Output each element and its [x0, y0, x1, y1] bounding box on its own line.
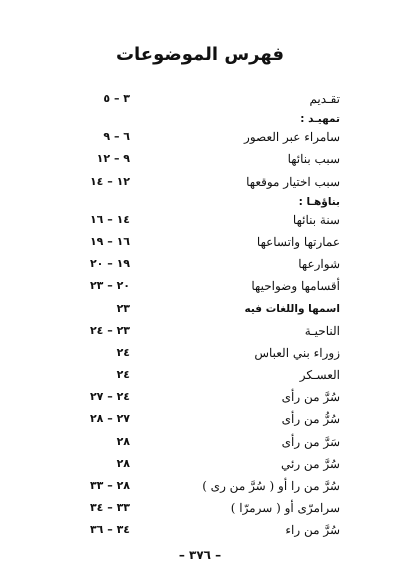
toc-entry-pages: ٢٠ – ٢٣: [89, 279, 130, 293]
toc-entry-pages: ١٢ – ١٤: [89, 174, 130, 188]
toc-entry: [0, 366, 400, 388]
toc-section-heading: [0, 195, 400, 211]
toc-entry: [0, 255, 400, 277]
toc-entry: [0, 433, 400, 455]
toc-entry-pages: ٩ – ١٢: [96, 152, 130, 166]
toc-entry-label: زوراء بني العباس: [254, 345, 340, 360]
toc-entry-pages: ١٤ – ١٦: [89, 212, 130, 226]
toc-entry: [0, 477, 400, 499]
toc-entry: [0, 499, 400, 521]
toc-entry-pages: ٢٨: [116, 434, 130, 448]
toc-entry-label: سبب اختيار موقعها: [246, 174, 340, 189]
toc-entry-label: العسـكر: [299, 368, 340, 383]
toc-entry-label: سُرُّ من رأى: [281, 412, 340, 427]
toc-entry: [0, 211, 400, 233]
toc-entry-label: اسمها واللغات فيه: [244, 302, 340, 315]
toc-entry: [0, 173, 400, 195]
page-number: – ٣٧٦ –: [178, 548, 222, 562]
toc-entry-label: الناحيـة: [304, 323, 340, 338]
toc-entry: [0, 128, 400, 150]
toc-entry-label: سُرَّ من رأى: [281, 390, 340, 405]
toc-entry-label: شوارعها: [298, 257, 340, 272]
toc-entry-pages: ٢٤: [116, 368, 130, 382]
toc-entry: [0, 233, 400, 255]
toc-entry-label: سَرَّ من رأى: [281, 434, 340, 449]
toc-entry-pages: ٣٣ – ٣٤: [89, 501, 130, 515]
toc-entry-pages: ٢٤: [116, 345, 130, 359]
toc-entry-pages: ١٦ – ١٩: [89, 234, 130, 248]
toc-entry-label: تقـديم: [309, 92, 340, 106]
toc-entry: [0, 150, 400, 172]
toc-entry-label: سامراء عبر العصور: [244, 130, 340, 145]
toc-entry-pages: ٢٤ – ٢٧: [89, 390, 130, 404]
toc-section-heading: [0, 112, 400, 128]
toc-entry-label: أقسامها وضواحيها: [251, 279, 340, 294]
page-title: فهرس الموضوعات: [115, 44, 285, 65]
toc-entry: [0, 521, 400, 543]
toc-entry-label: سُرَّ من را أو ( سُرَّ من ری ): [202, 479, 340, 493]
toc-entry-label: تمهيـد :: [300, 113, 340, 126]
toc-entry-pages: ٦ – ٩: [103, 130, 130, 144]
toc-entry-pages: ١٩ – ٢٠: [89, 257, 130, 271]
table-of-contents: [0, 90, 400, 544]
toc-entry-pages: ٢٣: [116, 301, 130, 315]
toc-entry: [0, 388, 400, 410]
toc-entry-label: سُرَّ من رئي: [280, 456, 340, 471]
toc-entry-pages: ٢٨ – ٣٣: [89, 479, 130, 492]
toc-entry-label: سُرَّ من راء: [285, 523, 340, 538]
toc-entry: [0, 344, 400, 366]
toc-entry-pages: ٢٣ – ٢٤: [89, 323, 130, 337]
toc-entry-pages: ٢٨: [116, 456, 130, 470]
toc-entry-label: عمارتها واتساعها: [256, 234, 340, 249]
toc-entry: [0, 277, 400, 299]
toc-entry: [0, 410, 400, 432]
toc-entry: [0, 322, 400, 344]
toc-entry-label: سبب بنائها: [287, 152, 340, 167]
toc-entry: [0, 455, 400, 477]
toc-entry: [0, 90, 400, 112]
toc-entry-pages: ٣ – ٥: [103, 92, 130, 105]
toc-entry-label: سرامرّی أو ( سرمرّا ): [230, 501, 340, 516]
toc-entry-label: سنة بنائها: [292, 212, 340, 227]
toc-entry-label: بناؤهـا :: [298, 195, 340, 208]
toc-entry-pages: ٣٤ – ٣٦: [89, 523, 130, 537]
toc-entry-pages: ٢٧ – ٢٨: [89, 412, 130, 426]
toc-entry: [0, 300, 400, 322]
